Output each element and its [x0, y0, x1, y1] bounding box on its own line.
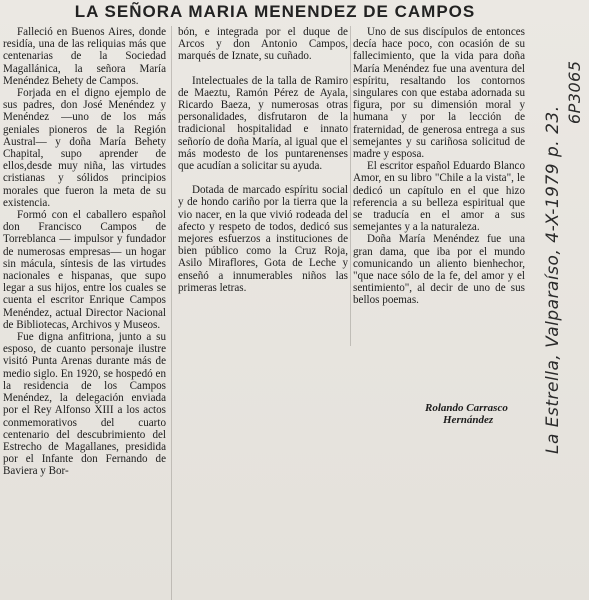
paragraph: Doña María Menéndez fue una gran dama, que iba por el mundo comunicando un aliento bienhechor, "que nace sólo de la fe, del amor y el sentimiento", al decir de uno de sus bellos poemas.: [353, 233, 525, 307]
paragraph: Intelectuales de la talla de Ramiro de Maeztu, Ramón Pérez de Ayala, Ricardo Baeza, y numerosas otras personalidades, disfrutaron de la tradicional hospitalidad e innato señorío de doña María, al igual que el más modesto de los puntarenenses que acudían a solicitar su ayuda.: [178, 74, 348, 173]
article-column-3: [353, 26, 525, 307]
byline-line: Rolando Carrasco: [425, 402, 508, 414]
paragraph: Forjada en el digno ejemplo de sus padres, don José Menéndez y Menéndez —uno de los más geniales pioneros de la Región Austral— y doña María Behety Chapital, supo aprender de ellos,desde muy niña, las virtudes cristianas y sólidos principios morales que fueron la meta de su existencia.: [3, 87, 166, 209]
column-divider: [171, 26, 172, 600]
article-column-2: [178, 26, 348, 294]
article-column-1: [3, 26, 166, 478]
paragraph: bón, e integrada por el duque de Arcos y don Antonio Campos, marqués de Iznate, su cuñado.: [178, 26, 348, 63]
paragraph: Formó con el caballero español don Francisco Campos de Torreblanca — impulsor y fundador de numerosas empresas— un hogar sin mácula, síntesis de las virtudes nacionales e hispanas, que supo legar a sus hijos, entre los cuales se cuenta el escritor Enrique Campos Menéndez, actual Director Nacional de Bibliotecas, Archivos y Museos.: [3, 209, 166, 331]
handwritten-source-note: La Estrella, Valparaíso, 4-X-1979 p. 23.: [543, 105, 563, 454]
article-byline: [425, 402, 535, 426]
article-headline: LA SEÑORA MARIA MENENDEZ DE CAMPOS: [74, 2, 476, 21]
paragraph: Fue digna anfitriona, junto a su esposo, de cuanto personaje ilustre visitó Punta Arenas durante más de medio siglo. En 1920, se hospedó en la residencia de los Campos Menéndez, la delegación enviada por el Rey Alfonso XIII a los actos conmemorativos del cuarto centenario del descubrimiento del Estrecho de Magallanes, presidida por el Infante don Fernando de Baviera y Bor-: [3, 331, 166, 478]
paragraph: El escritor español Eduardo Blanco Amor, en su libro "Chile a la vista", le dedicó un capítulo en el que hizo referencia a su belleza espiritual que se traducía en el amor a sus semejantes y a la naturaleza.: [353, 160, 525, 234]
byline-line: Hernández: [443, 414, 494, 426]
paragraph: Falleció en Buenos Aires, donde residía, una de las reliquias más que centenarias de la Sociedad Magallánica, la señora María Menéndez Behety de Campos.: [3, 26, 166, 87]
handwritten-catalog-number: 6P3065: [565, 60, 584, 124]
column-divider: [350, 26, 351, 346]
paragraph: Uno de sus discípulos de entonces decía hace poco, con ocasión de su fallecimiento, que la vida para doña María Menéndez fue una aventura del espíritu, resaltando los contornos singulares con que estaba adornada su figura, por su dimensión moral y humana y por la lección de fraternidad, de generosa entrega a sus semejantes y su cariñosa solicitud de madre y esposa.: [353, 26, 525, 161]
paragraph: Dotada de marcado espíritu social y de hondo cariño por la tierra que la vio nacer, en la que vivió rodeada del afecto y respeto de todos, dedicó sus mejores esfuerzos a instituciones de bien público como la Cruz Roja, Asilo Miraflores, Gota de Leche y enseñó a innumerables niños las primeras letras.: [178, 184, 348, 294]
